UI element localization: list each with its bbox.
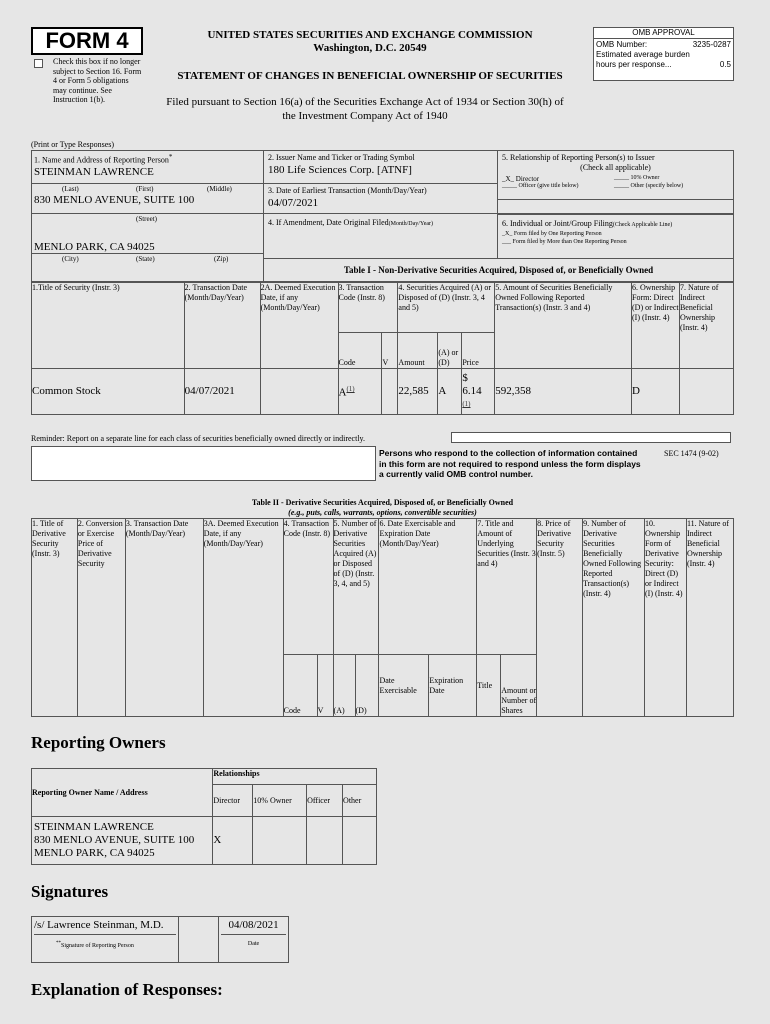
form-title-box bbox=[31, 27, 143, 55]
t2-h-exp-sub: Expiration Date bbox=[429, 655, 477, 717]
table2-title: Table II - Derivative Securities Acquired, Disposed of, or Beneficially Owned bbox=[251, 498, 514, 507]
ro-owner-city: MENLO PARK, CA 94025 bbox=[34, 847, 155, 859]
table1-row bbox=[32, 369, 734, 415]
t1-h-securities: 4. Securities Acquired (A) or Disposed of (D) (Instr. 3, 4 and 5) bbox=[398, 283, 495, 333]
reporting-person-name: STEINMAN LAWRENCE bbox=[34, 165, 154, 178]
omb-approval-box bbox=[593, 27, 734, 81]
table2 bbox=[31, 518, 734, 717]
t2-h-date: 3. Transaction Date (Month/Day/Year) bbox=[125, 519, 203, 717]
t2-h-owned: 9. Number of Derivative Securities Beneficially Owned Following Reported Transaction(s) (Instr. 4) bbox=[583, 519, 645, 717]
t2-h-amount-sub: Amount or Number of Shares bbox=[501, 655, 537, 717]
amendment-label-small: (Month/Day/Year) bbox=[388, 221, 434, 227]
t1-h-aord-sub: (A) or (D) bbox=[438, 333, 462, 369]
filing-option-many: ___ Form filed by More than One Reporting Person bbox=[502, 239, 627, 245]
signer-label: Signature of Reporting Person bbox=[61, 943, 134, 949]
t1-h-code: 3. Transaction Code (Instr. 8) bbox=[338, 283, 398, 333]
filing-type-label: 6. Individual or Joint/Group Filing bbox=[502, 219, 613, 228]
t1-h-amount-sub: Amount bbox=[398, 333, 438, 369]
amendment-label: 4. If Amendment, Date Original Filed bbox=[268, 218, 389, 227]
ro-director-mark: X bbox=[213, 817, 253, 865]
t1-h-ownership-form: 6. Ownership Form: Direct (D) or Indirect (I) (Instr. 4) bbox=[632, 283, 680, 369]
signer-mark: ** bbox=[56, 941, 61, 946]
ro-h-director: Director bbox=[213, 785, 253, 817]
sec-code: SEC 1474 (9-02) bbox=[664, 449, 719, 458]
t2-h-exercisable: 6. Date Exercisable and Expiration Date (Month/Day/Year) bbox=[379, 519, 477, 655]
t2-h-deemed: 3A. Deemed Execution Date, if any (Month/Day/Year) bbox=[203, 519, 283, 717]
ro-h-relationships: Relationships bbox=[213, 769, 377, 785]
omb-number-value: 3235-0287 bbox=[692, 40, 731, 49]
print-type-note: (Print or Type Responses) bbox=[31, 140, 115, 149]
t1-h-amount-owned: 5. Amount of Securities Beneficially Owned Following Reported Transaction(s) (Instr. 3 and 4) bbox=[495, 283, 632, 369]
relationship-label: 5. Relationship of Reporting Person(s) to Issuer bbox=[502, 153, 655, 162]
t1-aord: A bbox=[438, 369, 462, 415]
city-label: (City) bbox=[62, 254, 79, 263]
table2-subtitle: (e.g., puts, calls, warrants, options, convertible securities) bbox=[288, 508, 477, 517]
signature-date-label: Date bbox=[247, 941, 260, 947]
signatures-heading: Signatures bbox=[31, 882, 109, 901]
t1-v bbox=[382, 369, 398, 415]
t1-amount: 22,585 bbox=[398, 369, 438, 415]
blank-note-box bbox=[31, 446, 376, 481]
t2-h-title: 1. Title of Derivative Security (Instr. 3) bbox=[32, 519, 78, 717]
ten-percent-option: _____ 10% Owner bbox=[614, 175, 660, 181]
amendment-box bbox=[263, 214, 498, 259]
t2-h-nature: 11. Nature of Indirect Beneficial Ownership (Instr. 4) bbox=[686, 519, 733, 717]
street-label: (Street) bbox=[136, 214, 157, 223]
filed-pursuant-line-2: the Investment Company Act of 1940 bbox=[282, 110, 448, 122]
t1-h-title: 1.Title of Security (Instr. 3) bbox=[32, 283, 185, 369]
director-option: _X_ Director bbox=[502, 175, 540, 183]
t2-h-form: 10. Ownership Form of Derivative Security: Direct (D) or Indirect (I) (Instr. 4) bbox=[645, 519, 687, 717]
reporting-owners-table bbox=[31, 768, 377, 865]
omb-title: OMB APPROVAL bbox=[594, 28, 733, 39]
ro-owner-name: STEINMAN LAWRENCE bbox=[34, 821, 154, 833]
t1-security-title: Common Stock bbox=[32, 369, 185, 415]
issuer-label: 2. Issuer Name and Ticker or Trading Symbol bbox=[268, 153, 415, 162]
t2-h-title-sub: Title bbox=[477, 655, 501, 717]
t1-h-code-sub: Code bbox=[338, 333, 382, 369]
omb-hours-value: 0.5 bbox=[719, 60, 731, 69]
t2-h-underlying: 7. Title and Amount of Underlying Securities (Instr. 3 and 4) bbox=[477, 519, 537, 655]
state-label: (State) bbox=[136, 254, 155, 263]
reminder-text: Reminder: Report on a separate line for each class of securities beneficially owned directly or indirectly. bbox=[31, 434, 366, 443]
box1-label-mark: * bbox=[168, 153, 173, 161]
omb-burden-label: Estimated average burden bbox=[596, 50, 690, 59]
checkbox-instruction: Check this box if no longer subject to Section 16. Form 4 or Form 5 obligations may continue. See Instruction 1(b). bbox=[53, 57, 142, 104]
t1-code: A bbox=[338, 386, 347, 399]
reporting-owners-heading: Reporting Owners bbox=[31, 733, 166, 752]
ro-owner-street: 830 MENLO AVENUE, SUITE 100 bbox=[34, 834, 195, 846]
t1-deemed-date bbox=[260, 369, 338, 415]
signer-name: /s/ Lawrence Steinman, M.D. bbox=[34, 919, 176, 935]
agency-location: Washington, D.C. 20549 bbox=[313, 42, 427, 54]
zip-label: (Zip) bbox=[214, 254, 229, 263]
t1-h-date: 2. Transaction Date (Month/Day/Year) bbox=[184, 283, 260, 369]
t2-h-v-sub: V bbox=[317, 655, 333, 717]
reminder-line-box bbox=[451, 432, 731, 443]
relationship-divider bbox=[498, 199, 734, 200]
table1 bbox=[31, 282, 734, 415]
t2-h-code-sub: Code bbox=[283, 655, 317, 717]
ro-h-officer: Officer bbox=[307, 785, 343, 817]
t1-h-price-sub: Price bbox=[462, 333, 495, 369]
no-longer-subject-checkbox[interactable] bbox=[34, 59, 43, 68]
t2-h-conversion: 2. Conversion or Exercise Price of Derivative Security bbox=[77, 519, 125, 717]
t1-transaction-date: 04/07/2021 bbox=[184, 369, 260, 415]
agency-name: UNITED STATES SECURITIES AND EXCHANGE COMMISSION bbox=[207, 29, 533, 41]
filing-type-box bbox=[498, 214, 734, 259]
ro-h-other: Other bbox=[343, 785, 377, 817]
t1-price-footnote[interactable]: (1) bbox=[462, 400, 471, 408]
persons-notice: Persons who respond to the collection of information contained in this form are not required to respond unless the form displays a currently valid OMB control number. bbox=[379, 448, 641, 479]
earliest-transaction-label: 3. Date of Earliest Transaction (Month/Day/Year) bbox=[268, 186, 427, 195]
omb-hours-label: hours per response... bbox=[596, 60, 672, 69]
reporting-person-city: MENLO PARK, CA 94025 bbox=[34, 240, 155, 253]
t1-h-deemed: 2A. Deemed Execution Date, if any (Month/Day/Year) bbox=[260, 283, 338, 369]
t1-price: $ 6.14 bbox=[462, 372, 482, 397]
relationship-check-all: (Check all applicable) bbox=[580, 163, 651, 172]
reporting-person-street: 830 MENLO AVENUE, SUITE 100 bbox=[34, 193, 195, 206]
filing-type-label-small: (Check Applicable Line) bbox=[612, 222, 673, 228]
issuer-value: 180 Life Sciences Corp. [ATNF] bbox=[268, 164, 412, 176]
omb-number-label: OMB Number: bbox=[596, 40, 648, 49]
t2-h-price: 8. Price of Derivative Security (Instr. 5) bbox=[537, 519, 583, 717]
reporting-owner-row bbox=[32, 817, 377, 865]
officer-option: _____ Officer (give title below) bbox=[502, 183, 579, 189]
explanation-heading: Explanation of Responses: bbox=[31, 980, 223, 999]
t1-amount-owned: 592,358 bbox=[495, 369, 632, 415]
ro-h-name: Reporting Owner Name / Address bbox=[32, 769, 213, 817]
t2-h-a-sub: (A) bbox=[333, 655, 355, 717]
t1-h-v-sub: V bbox=[382, 333, 398, 369]
last-label: (Last) bbox=[62, 184, 79, 193]
t1-nature bbox=[679, 369, 733, 415]
t1-ownership-form: D bbox=[632, 369, 680, 415]
earliest-transaction-box bbox=[263, 184, 498, 214]
filed-pursuant-line-1: Filed pursuant to Section 16(a) of the Securities Exchange Act of 1934 or Section 30(h) of bbox=[166, 96, 564, 108]
filing-option-one: _X_ Form filed by One Reporting Person bbox=[502, 231, 602, 237]
table1-title: Table I - Non-Derivative Securities Acquired, Disposed of, or Beneficially Owned bbox=[343, 265, 654, 275]
box1-label: 1. Name and Address of Reporting Person bbox=[34, 155, 169, 165]
t2-h-d-sub: (D) bbox=[355, 655, 379, 717]
signature-gap-cell bbox=[179, 917, 219, 963]
earliest-transaction-value: 04/07/2021 bbox=[268, 197, 319, 209]
form-title: FORM 4 bbox=[45, 28, 129, 53]
other-option: _____ Other (specify below) bbox=[614, 183, 684, 189]
t1-h-nature: 7. Nature of Indirect Beneficial Ownership (Instr. 4) bbox=[679, 283, 733, 369]
issuer-box bbox=[263, 150, 498, 184]
signature-cell bbox=[32, 917, 179, 963]
t2-h-number: 5. Number of Derivative Securities Acquired (A) or Disposed of (D) (Instr. 3, 4, and 5) bbox=[333, 519, 379, 655]
signatures-table bbox=[31, 916, 289, 963]
middle-label: (Middle) bbox=[207, 184, 232, 193]
ro-h-ten-pct: 10% Owner bbox=[253, 785, 307, 817]
t2-h-code: 4. Transaction Code (Instr. 8) bbox=[283, 519, 333, 655]
t2-h-date-ex-sub: Date Exercisable bbox=[379, 655, 429, 717]
signature-date-cell bbox=[219, 917, 289, 963]
first-label: (First) bbox=[136, 184, 154, 193]
signature-date: 04/08/2021 bbox=[221, 919, 286, 935]
table1-title-box bbox=[263, 259, 734, 282]
relationship-box bbox=[498, 150, 734, 214]
reporting-person-box bbox=[31, 150, 263, 282]
statement-title: STATEMENT OF CHANGES IN BENEFICIAL OWNERSHIP OF SECURITIES bbox=[177, 70, 563, 82]
t1-code-footnote[interactable]: (1) bbox=[346, 385, 355, 394]
